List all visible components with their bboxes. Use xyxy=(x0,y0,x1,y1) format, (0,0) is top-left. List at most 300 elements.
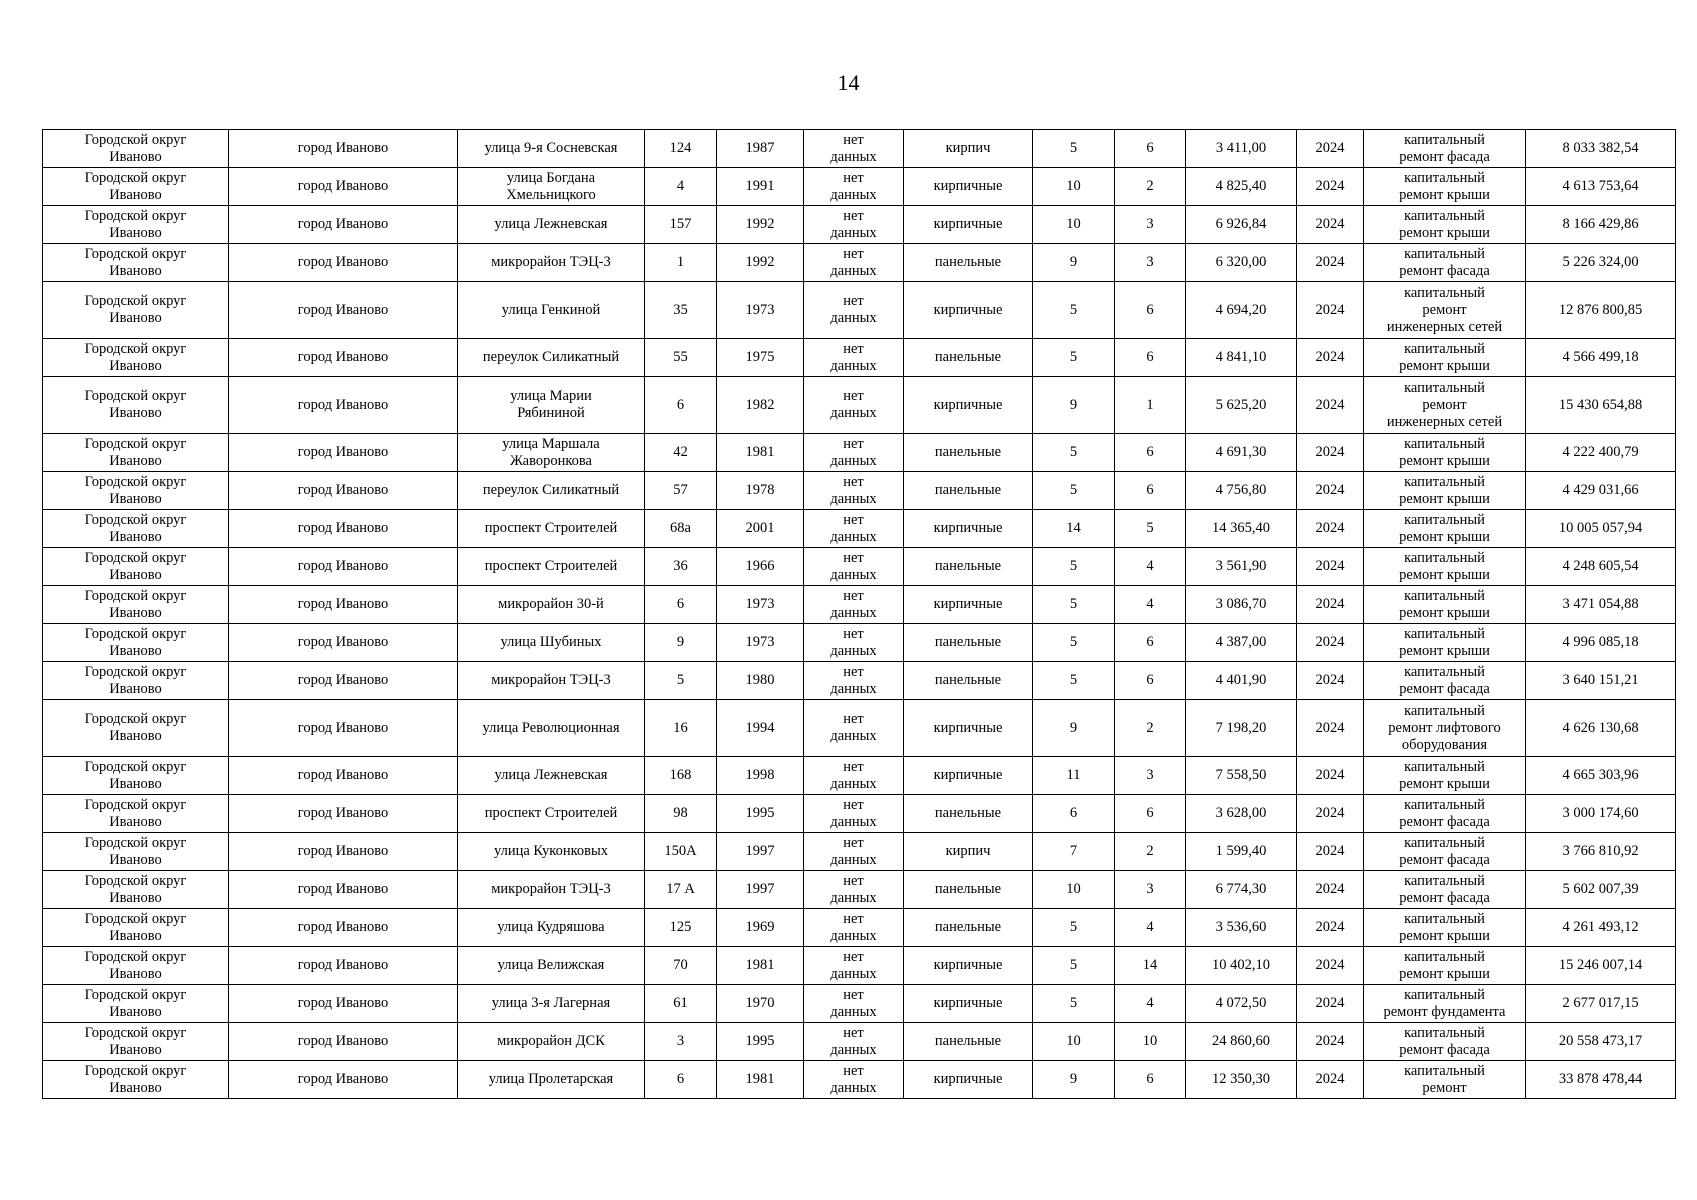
cell-area xyxy=(1186,472,1297,510)
cell-text: 1981 xyxy=(745,444,775,460)
cell-locality xyxy=(229,510,458,548)
cell-text: Городской округ Иваново xyxy=(84,758,187,792)
cell-district xyxy=(43,909,229,947)
cell-note xyxy=(804,947,904,985)
cell-text: улица Маршала Жаворонкова xyxy=(502,435,600,469)
cell-text: 2024 xyxy=(1315,843,1345,859)
cell-text: капитальный ремонт крыши xyxy=(1399,948,1490,982)
cell-area xyxy=(1186,1061,1297,1099)
table-row xyxy=(43,244,1676,282)
cell-plan-year xyxy=(1297,909,1364,947)
cell-text: улица Пролетарская xyxy=(488,1071,614,1087)
cell-cost xyxy=(1526,833,1676,871)
cell-house xyxy=(645,947,717,985)
cell-entrances xyxy=(1115,206,1186,244)
cell-text: 4 xyxy=(1146,995,1154,1011)
cell-text: 14 365,40 xyxy=(1212,520,1270,536)
cell-text: город Иваново xyxy=(297,520,389,536)
cell-entrances xyxy=(1115,434,1186,472)
cell-text: 12 876 800,85 xyxy=(1558,301,1643,318)
cell-locality xyxy=(229,871,458,909)
table-row xyxy=(43,700,1676,757)
cell-house xyxy=(645,985,717,1023)
cell-text: 1973 xyxy=(745,301,775,318)
cell-work xyxy=(1364,700,1526,757)
cell-house xyxy=(645,339,717,377)
cell-note xyxy=(804,985,904,1023)
cell-locality xyxy=(229,206,458,244)
cell-text: капитальный ремонт фасада xyxy=(1399,834,1490,868)
cell-text: нет данных xyxy=(830,1024,877,1058)
cell-text: 1969 xyxy=(745,919,775,935)
cell-street xyxy=(458,510,645,548)
cell-material xyxy=(904,1023,1033,1061)
table-row xyxy=(43,339,1676,377)
cell-floors xyxy=(1033,472,1115,510)
cell-text: кирпич xyxy=(945,140,991,156)
cell-street xyxy=(458,206,645,244)
cell-floors xyxy=(1033,757,1115,795)
cell-text: 4 626 130,68 xyxy=(1562,719,1639,736)
cell-text: нет данных xyxy=(830,245,877,279)
cell-district xyxy=(43,244,229,282)
cell-text: 12 350,30 xyxy=(1212,1071,1270,1087)
cell-text: Городской округ Иваново xyxy=(84,1062,187,1096)
cell-material xyxy=(904,985,1033,1023)
table-row xyxy=(43,662,1676,700)
cell-district xyxy=(43,377,229,434)
cell-text: 4 756,80 xyxy=(1215,482,1267,498)
cell-text: 4 694,20 xyxy=(1215,301,1267,318)
cell-plan-year xyxy=(1297,472,1364,510)
cell-plan-year xyxy=(1297,871,1364,909)
cell-text: 10 402,10 xyxy=(1212,957,1270,973)
table-row xyxy=(43,871,1676,909)
cell-year xyxy=(717,434,804,472)
cell-text: 9 xyxy=(1069,719,1078,736)
cell-note xyxy=(804,339,904,377)
cell-area xyxy=(1186,130,1297,168)
cell-text: 2024 xyxy=(1315,216,1345,232)
cell-text: Городской округ Иваново xyxy=(84,207,187,241)
cell-cost xyxy=(1526,510,1676,548)
cell-text: 5 602 007,39 xyxy=(1562,881,1639,897)
cell-entrances xyxy=(1115,377,1186,434)
cell-text: 2024 xyxy=(1315,805,1345,821)
cell-floors xyxy=(1033,833,1115,871)
cell-material xyxy=(904,510,1033,548)
table-body xyxy=(43,130,1676,1099)
cell-text: Городской округ Иваново xyxy=(84,293,187,326)
cell-text: 7 198,20 xyxy=(1215,719,1267,736)
cell-locality xyxy=(229,1061,458,1099)
cell-locality xyxy=(229,795,458,833)
cell-text: 2024 xyxy=(1315,444,1345,460)
cell-street xyxy=(458,871,645,909)
cell-entrances xyxy=(1115,472,1186,510)
cell-text: капитальный ремонт крыши xyxy=(1399,910,1490,944)
cell-house xyxy=(645,282,717,339)
table-row xyxy=(43,757,1676,795)
cell-text: нет данных xyxy=(830,910,877,944)
cell-entrances xyxy=(1115,244,1186,282)
cell-text: город Иваново xyxy=(297,634,389,650)
cell-locality xyxy=(229,282,458,339)
cell-text: улица Куконковых xyxy=(494,843,608,859)
cell-street xyxy=(458,244,645,282)
cell-floors xyxy=(1033,795,1115,833)
cell-work xyxy=(1364,130,1526,168)
cell-floors xyxy=(1033,700,1115,757)
cell-street xyxy=(458,624,645,662)
cell-locality xyxy=(229,662,458,700)
cell-text: кирпичные xyxy=(933,767,1003,783)
cell-district xyxy=(43,472,229,510)
cell-text: 6 xyxy=(676,596,685,612)
cell-work xyxy=(1364,833,1526,871)
cell-work xyxy=(1364,434,1526,472)
cell-text: капитальный ремонт фундамента xyxy=(1383,986,1506,1020)
cell-district xyxy=(43,548,229,586)
cell-entrances xyxy=(1115,586,1186,624)
cell-text: 1970 xyxy=(745,995,775,1011)
table-row xyxy=(43,624,1676,662)
cell-house xyxy=(645,206,717,244)
cell-text: 3 640 151,21 xyxy=(1562,672,1639,688)
cell-text: 5 xyxy=(1069,140,1078,156)
page-number: 14 xyxy=(837,70,860,95)
cell-text: 3 628,00 xyxy=(1215,805,1267,821)
cell-text: Городской округ Иваново xyxy=(84,910,187,944)
cell-text: 4 xyxy=(676,178,685,194)
cell-text: Городской округ Иваново xyxy=(84,948,187,982)
cell-year xyxy=(717,168,804,206)
cell-street xyxy=(458,757,645,795)
cell-floors xyxy=(1033,1023,1115,1061)
cell-text: 9 xyxy=(676,634,685,650)
cell-house xyxy=(645,909,717,947)
cell-street xyxy=(458,985,645,1023)
cell-note xyxy=(804,130,904,168)
cell-text: нет данных xyxy=(830,169,877,203)
cell-area xyxy=(1186,206,1297,244)
cell-text: Городской округ Иваново xyxy=(84,131,187,165)
cell-text: 4 665 303,96 xyxy=(1562,767,1639,783)
cell-text: город Иваново xyxy=(297,558,389,574)
cell-area xyxy=(1186,662,1297,700)
cell-plan-year xyxy=(1297,795,1364,833)
cell-plan-year xyxy=(1297,168,1364,206)
cell-street xyxy=(458,909,645,947)
cell-text: 4 222 400,79 xyxy=(1562,444,1639,460)
cell-floors xyxy=(1033,1061,1115,1099)
cell-year xyxy=(717,548,804,586)
cell-area xyxy=(1186,377,1297,434)
cell-text: 1992 xyxy=(745,254,775,270)
cell-text: переулок Силикатный xyxy=(482,482,620,498)
cell-area xyxy=(1186,795,1297,833)
cell-text: 2024 xyxy=(1315,254,1345,270)
table-row xyxy=(43,472,1676,510)
cell-text: 3 xyxy=(676,1033,685,1049)
cell-floors xyxy=(1033,434,1115,472)
cell-locality xyxy=(229,909,458,947)
cell-entrances xyxy=(1115,662,1186,700)
cell-text: нет данных xyxy=(830,473,877,507)
cell-text: 42 xyxy=(673,444,688,460)
cell-text: Городской округ Иваново xyxy=(84,711,187,744)
cell-text: 3 471 054,88 xyxy=(1562,596,1639,612)
cell-text: нет данных xyxy=(830,388,877,421)
cell-locality xyxy=(229,985,458,1023)
table-row xyxy=(43,985,1676,1023)
cell-text: 4 566 499,18 xyxy=(1562,349,1639,365)
cell-text: 5 xyxy=(1069,349,1078,365)
cell-text: улица 9-я Сосневская xyxy=(484,140,618,156)
cell-plan-year xyxy=(1297,206,1364,244)
cell-district xyxy=(43,339,229,377)
cell-text: 1978 xyxy=(745,482,775,498)
cell-text: 1973 xyxy=(745,596,775,612)
cell-text: кирпичные xyxy=(933,216,1003,232)
table-row xyxy=(43,510,1676,548)
cell-text: кирпичные xyxy=(933,596,1003,612)
cell-street xyxy=(458,1061,645,1099)
cell-text: панельные xyxy=(934,444,1002,460)
cell-text: улица Шубиных xyxy=(500,634,602,650)
cell-floors xyxy=(1033,377,1115,434)
cell-text: 3 411,00 xyxy=(1215,140,1267,156)
cell-year xyxy=(717,282,804,339)
cell-material xyxy=(904,871,1033,909)
cell-text: 4 072,50 xyxy=(1215,995,1267,1011)
cell-floors xyxy=(1033,168,1115,206)
cell-text: 1 xyxy=(1146,396,1154,413)
cell-text: 2 xyxy=(1146,719,1154,736)
cell-text: нет данных xyxy=(830,511,877,545)
cell-note xyxy=(804,662,904,700)
cell-year xyxy=(717,757,804,795)
cell-area xyxy=(1186,244,1297,282)
cell-plan-year xyxy=(1297,947,1364,985)
cell-floors xyxy=(1033,586,1115,624)
cell-text: 9 xyxy=(1069,1071,1078,1087)
cell-text: 10 xyxy=(1066,216,1081,232)
cell-text: Городской округ Иваново xyxy=(84,388,187,421)
cell-text: 6 xyxy=(1069,805,1078,821)
cell-text: город Иваново xyxy=(297,140,389,156)
cell-text: 1 xyxy=(676,254,685,270)
cell-material xyxy=(904,168,1033,206)
cell-year xyxy=(717,624,804,662)
cell-text: 1994 xyxy=(745,719,775,736)
table-row xyxy=(43,833,1676,871)
cell-year xyxy=(717,1023,804,1061)
cell-text: 2024 xyxy=(1315,178,1345,194)
cell-text: 2024 xyxy=(1315,767,1345,783)
cell-text: 4 xyxy=(1146,919,1154,935)
cell-year xyxy=(717,244,804,282)
table-row xyxy=(43,586,1676,624)
cell-district xyxy=(43,795,229,833)
cell-text: Городской округ Иваново xyxy=(84,872,187,906)
cell-area xyxy=(1186,947,1297,985)
cell-year xyxy=(717,206,804,244)
cell-text: 2024 xyxy=(1315,482,1345,498)
cell-text: 6 xyxy=(1146,349,1154,365)
cell-text: 125 xyxy=(669,919,692,935)
cell-locality xyxy=(229,339,458,377)
cell-material xyxy=(904,662,1033,700)
cell-text: нет данных xyxy=(830,549,877,583)
cell-year xyxy=(717,339,804,377)
cell-text: панельные xyxy=(934,919,1002,935)
cell-district xyxy=(43,206,229,244)
cell-entrances xyxy=(1115,1023,1186,1061)
cell-text: кирпичные xyxy=(933,520,1003,536)
cell-text: Городской округ Иваново xyxy=(84,340,187,374)
cell-cost xyxy=(1526,1061,1676,1099)
cell-year xyxy=(717,947,804,985)
cell-text: 10 xyxy=(1066,881,1081,897)
cell-text: кирпичные xyxy=(933,178,1003,194)
cell-text: Городской округ Иваново xyxy=(84,169,187,203)
cell-material xyxy=(904,434,1033,472)
cell-locality xyxy=(229,947,458,985)
cell-locality xyxy=(229,434,458,472)
cell-text: панельные xyxy=(934,634,1002,650)
cell-street xyxy=(458,472,645,510)
cell-text: 4 996 085,18 xyxy=(1562,634,1639,650)
cell-text: Городской округ Иваново xyxy=(84,435,187,469)
cell-text: микрорайон 30-й xyxy=(498,596,604,612)
cell-floors xyxy=(1033,662,1115,700)
cell-text: 1982 xyxy=(745,396,775,413)
cell-work xyxy=(1364,662,1526,700)
cell-text: 10 xyxy=(1066,178,1081,194)
cell-cost xyxy=(1526,339,1676,377)
cell-text: 6 xyxy=(1146,805,1154,821)
cell-district xyxy=(43,434,229,472)
cell-text: Городской округ Иваново xyxy=(84,796,187,830)
cell-area xyxy=(1186,434,1297,472)
cell-entrances xyxy=(1115,510,1186,548)
cell-text: 3 000 174,60 xyxy=(1562,805,1639,821)
cell-text: 5 xyxy=(1069,634,1078,650)
cell-text: 2 xyxy=(1146,178,1154,194)
cell-district xyxy=(43,947,229,985)
cell-text: микрорайон ТЭЦ-3 xyxy=(491,672,611,688)
cell-text: 4 261 493,12 xyxy=(1562,919,1639,935)
cell-text: город Иваново xyxy=(297,301,389,318)
cell-text: 1997 xyxy=(745,881,775,897)
cell-floors xyxy=(1033,339,1115,377)
cell-text: 11 xyxy=(1066,767,1081,783)
cell-material xyxy=(904,282,1033,339)
cell-text: капитальный ремонт фасада xyxy=(1399,1024,1490,1058)
cell-plan-year xyxy=(1297,757,1364,795)
cell-note xyxy=(804,871,904,909)
cell-street xyxy=(458,548,645,586)
cell-plan-year xyxy=(1297,434,1364,472)
cell-text: капитальный ремонт крыши xyxy=(1399,511,1490,545)
cell-text: капитальный ремонт фасада xyxy=(1399,796,1490,830)
cell-street xyxy=(458,1023,645,1061)
table-row xyxy=(43,434,1676,472)
cell-note xyxy=(804,833,904,871)
cell-plan-year xyxy=(1297,700,1364,757)
cell-text: улица Кудряшова xyxy=(497,919,605,935)
cell-text: 4 691,30 xyxy=(1215,444,1267,460)
cell-plan-year xyxy=(1297,548,1364,586)
cell-floors xyxy=(1033,909,1115,947)
cell-text: улица Лежневская xyxy=(494,767,608,783)
cell-text: 2024 xyxy=(1315,140,1345,156)
cell-cost xyxy=(1526,909,1676,947)
cell-text: 3 xyxy=(1146,767,1154,783)
cell-text: 1980 xyxy=(745,672,775,688)
cell-note xyxy=(804,206,904,244)
cell-entrances xyxy=(1115,909,1186,947)
cell-text: 2024 xyxy=(1315,596,1345,612)
cell-text: нет данных xyxy=(830,207,877,241)
cell-text: город Иваново xyxy=(297,957,389,973)
cell-house xyxy=(645,1023,717,1061)
cell-text: панельные xyxy=(934,1033,1002,1049)
cell-cost xyxy=(1526,206,1676,244)
cell-text: город Иваново xyxy=(297,482,389,498)
cell-year xyxy=(717,985,804,1023)
cell-text: панельные xyxy=(934,805,1002,821)
cell-text: 1987 xyxy=(745,140,775,156)
cell-text: проспект Строителей xyxy=(484,805,618,821)
cell-house xyxy=(645,700,717,757)
cell-text: капитальный ремонт крыши xyxy=(1399,587,1490,621)
cell-text: 5 xyxy=(1069,301,1078,318)
cell-text: улица Богдана Хмельницкого xyxy=(506,169,596,203)
cell-entrances xyxy=(1115,833,1186,871)
cell-year xyxy=(717,586,804,624)
cell-text: 4 613 753,64 xyxy=(1562,178,1639,194)
cell-note xyxy=(804,700,904,757)
cell-text: 17 А xyxy=(666,881,695,897)
cell-text: 1998 xyxy=(745,767,775,783)
cell-material xyxy=(904,947,1033,985)
cell-area xyxy=(1186,624,1297,662)
cell-text: 57 xyxy=(673,482,688,498)
cell-entrances xyxy=(1115,1061,1186,1099)
cell-locality xyxy=(229,624,458,662)
cell-text: нет данных xyxy=(830,587,877,621)
cell-text: капитальный ремонт инженерных сетей xyxy=(1386,379,1503,430)
cell-text: город Иваново xyxy=(297,596,389,612)
cell-floors xyxy=(1033,624,1115,662)
cell-text: 168 xyxy=(669,767,692,783)
cell-text: 2024 xyxy=(1315,1071,1345,1087)
cell-text: 5 xyxy=(1069,596,1078,612)
cell-house xyxy=(645,757,717,795)
cell-cost xyxy=(1526,947,1676,985)
cell-cost xyxy=(1526,548,1676,586)
cell-work xyxy=(1364,586,1526,624)
cell-text: переулок Силикатный xyxy=(482,349,620,365)
cell-material xyxy=(904,377,1033,434)
cell-note xyxy=(804,909,904,947)
cell-district xyxy=(43,833,229,871)
table-row xyxy=(43,377,1676,434)
cell-cost xyxy=(1526,130,1676,168)
cell-text: город Иваново xyxy=(297,178,389,194)
